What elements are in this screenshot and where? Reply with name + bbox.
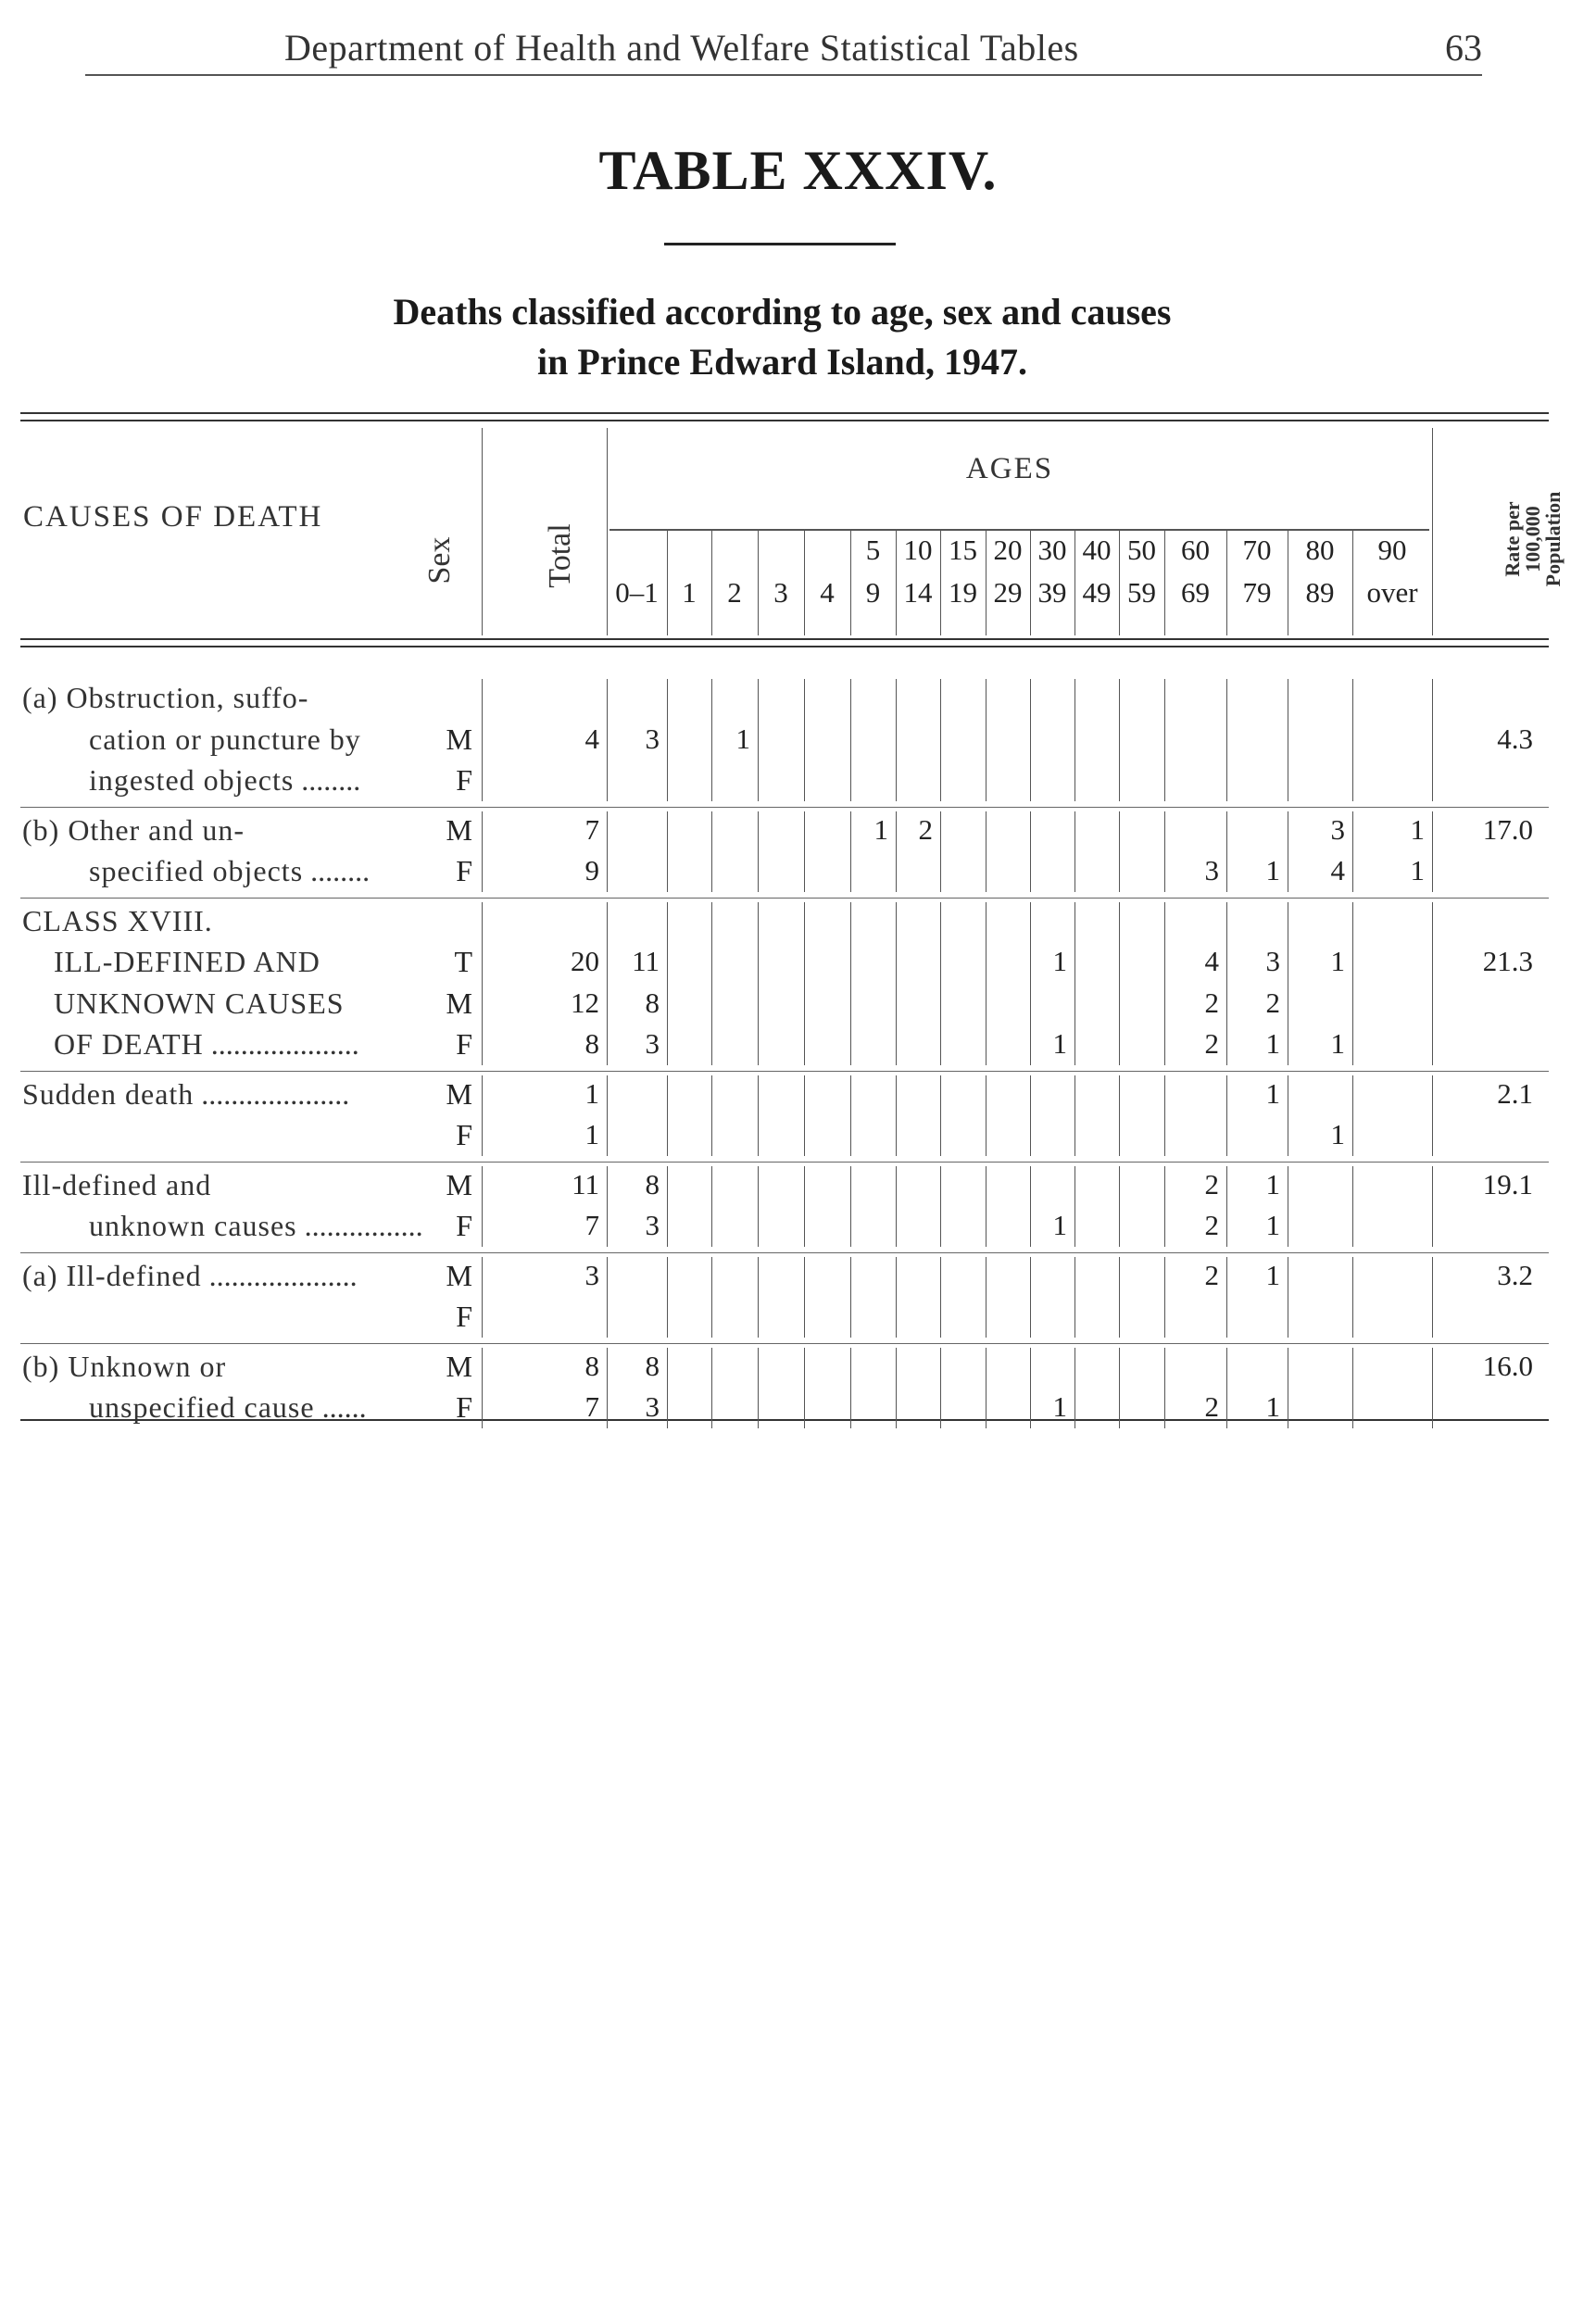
body-column-divider	[711, 1348, 712, 1428]
sex-code: F	[456, 1027, 472, 1061]
body-column-divider	[482, 811, 483, 892]
total-cell: 1	[584, 1076, 599, 1110]
body-column-divider	[1164, 1166, 1165, 1247]
header-column-divider	[482, 428, 483, 635]
cause-label: specified objects ........	[89, 854, 371, 887]
body-column-divider	[804, 902, 805, 1065]
body-column-divider	[850, 1075, 851, 1156]
age-cell: 8	[645, 986, 660, 1019]
leader-dots: ....................	[194, 1076, 350, 1111]
header-rate-line-1: Rate per	[1501, 501, 1524, 577]
body-column-divider	[1030, 1257, 1031, 1338]
body-column-divider	[1226, 1166, 1227, 1247]
total-cell: 20	[571, 945, 599, 977]
body-column-divider	[482, 902, 483, 1065]
rate-cell: 2.1	[1497, 1076, 1533, 1110]
body-column-divider	[804, 679, 805, 801]
table-top-rule	[20, 412, 1549, 421]
header-column-divider	[1119, 530, 1120, 635]
age-cell: 2	[918, 812, 933, 846]
age-group-label-top: 40	[1082, 534, 1112, 566]
body-column-divider	[896, 1166, 897, 1247]
cause-label: Ill-defined and	[22, 1167, 212, 1201]
cause-label: OF DEATH ....................	[54, 1027, 359, 1061]
age-cell: 1	[1052, 945, 1067, 977]
body-column-divider	[1352, 902, 1353, 1065]
body-column-divider	[758, 1348, 759, 1428]
body-column-divider	[607, 902, 608, 1065]
leader-dots: ................	[296, 1209, 423, 1242]
age-cell: 3	[645, 1390, 660, 1423]
age-group-label-bottom: 0–1	[615, 576, 659, 609]
body-column-divider	[940, 1257, 941, 1338]
leader-dots: ....................	[203, 1027, 359, 1061]
age-group-label-bottom: over	[1366, 576, 1418, 609]
age-cell: 2	[1204, 1209, 1219, 1241]
body-column-divider	[1352, 1257, 1353, 1338]
body-column-divider	[667, 1075, 668, 1156]
body-column-divider	[804, 1075, 805, 1156]
age-group-label-bottom: 14	[903, 576, 933, 609]
body-column-divider	[986, 902, 987, 1065]
rate-cell: 3.2	[1497, 1258, 1533, 1291]
age-cell: 1	[1265, 1390, 1280, 1423]
header-column-divider	[1074, 530, 1075, 635]
age-cell: 1	[1265, 1258, 1280, 1291]
body-column-divider	[1164, 1075, 1165, 1156]
body-column-divider	[850, 1348, 851, 1428]
age-cell: 2	[1265, 986, 1280, 1019]
header-column-divider	[607, 428, 608, 635]
table-subtitle	[0, 287, 1565, 387]
age-group-label-bottom: 89	[1305, 576, 1335, 609]
cause-label: (a) Obstruction, suffo-	[22, 681, 309, 714]
body-column-divider	[850, 1257, 851, 1338]
leader-dots: ......	[314, 1390, 367, 1424]
age-group-label-bottom: 59	[1127, 576, 1156, 609]
body-column-divider	[1352, 1348, 1353, 1428]
table-title: TABLE XXXIV.	[598, 140, 998, 201]
body-column-divider	[850, 679, 851, 801]
header-column-divider	[667, 530, 668, 635]
body-column-divider	[1226, 1348, 1227, 1428]
total-cell: 11	[572, 1167, 599, 1200]
body-column-divider	[850, 1166, 851, 1247]
body-column-divider	[607, 1166, 608, 1247]
age-group-label-top: 10	[903, 534, 933, 566]
age-group-label-top: 20	[993, 534, 1023, 566]
total-cell: 3	[584, 1258, 599, 1291]
body-column-divider	[1074, 1166, 1075, 1247]
header-sex: Sex	[422, 536, 457, 584]
age-group-label-top: 50	[1127, 534, 1156, 566]
cause-label: (b) Other and un-	[22, 812, 245, 847]
age-group-label-top: 80	[1305, 534, 1335, 566]
body-column-divider	[1074, 811, 1075, 892]
age-cell: 1	[1330, 945, 1345, 977]
body-column-divider	[850, 902, 851, 1065]
body-column-divider	[1164, 811, 1165, 892]
leader-dots: ........	[303, 854, 371, 887]
age-cell: 8	[645, 1167, 660, 1200]
body-column-divider	[482, 679, 483, 801]
row-group-rule	[20, 807, 1549, 808]
body-column-divider	[1164, 1257, 1165, 1338]
body-column-divider	[1074, 679, 1075, 801]
leader-dots: ........	[294, 763, 361, 797]
age-cell: 1	[1410, 854, 1425, 886]
running-head-title: Department of Health and Welfare Statistical Tables	[284, 27, 1079, 69]
body-column-divider	[711, 902, 712, 1065]
age-cell: 2	[1204, 1258, 1219, 1291]
age-group-label-top: 5	[865, 534, 881, 566]
body-column-divider	[1164, 1348, 1165, 1428]
age-group-label-top: 15	[949, 534, 977, 566]
body-column-divider	[607, 1257, 608, 1338]
body-column-divider	[1432, 902, 1433, 1065]
body-column-divider	[1432, 1348, 1433, 1428]
body-column-divider	[896, 1075, 897, 1156]
age-group-label-bottom: 3	[773, 576, 788, 609]
rate-cell: 19.1	[1482, 1167, 1533, 1200]
body-column-divider	[896, 902, 897, 1065]
age-cell: 4	[1330, 854, 1345, 886]
age-cell: 3	[645, 1027, 660, 1060]
row-group-rule	[20, 898, 1549, 899]
total-cell: 12	[571, 986, 599, 1019]
age-cell: 1	[873, 812, 888, 846]
header-column-divider	[896, 530, 897, 635]
age-cell: 3	[645, 1209, 660, 1241]
age-cell: 3	[1265, 945, 1280, 977]
header-column-divider	[1432, 428, 1433, 635]
body-column-divider	[1432, 1075, 1433, 1156]
table-header-rule	[20, 638, 1549, 647]
total-cell: 1	[584, 1118, 599, 1150]
age-cell: 1	[1410, 812, 1425, 846]
age-group-label-bottom: 69	[1181, 576, 1210, 609]
cause-label: UNKNOWN CAUSES	[54, 986, 345, 1020]
body-column-divider	[607, 1348, 608, 1428]
age-cell: 1	[1052, 1209, 1067, 1241]
cause-label: ingested objects ........	[89, 763, 361, 797]
body-column-divider	[482, 1257, 483, 1338]
body-column-divider	[1226, 902, 1227, 1065]
age-cell: 1	[1265, 1209, 1280, 1241]
age-group-label-bottom: 4	[820, 576, 835, 609]
sex-code: F	[456, 1390, 472, 1424]
body-column-divider	[940, 1075, 941, 1156]
age-group-label-bottom: 2	[727, 576, 742, 609]
header-column-divider	[758, 530, 759, 635]
cause-label: CLASS XVIII.	[22, 903, 213, 937]
body-column-divider	[667, 1166, 668, 1247]
header-column-divider	[940, 530, 941, 635]
row-group-rule	[20, 1071, 1549, 1072]
body-column-divider	[607, 679, 608, 801]
body-column-divider	[1352, 1166, 1353, 1247]
body-column-divider	[607, 1075, 608, 1156]
age-group-label-bottom: 79	[1242, 576, 1272, 609]
body-column-divider	[1226, 1257, 1227, 1338]
sex-code: M	[446, 1076, 472, 1111]
body-column-divider	[1030, 1166, 1031, 1247]
body-column-divider	[986, 811, 987, 892]
sex-code: F	[456, 1300, 472, 1333]
age-cell: 1	[1265, 854, 1280, 886]
body-column-divider	[667, 1257, 668, 1338]
sex-code: F	[456, 1118, 472, 1151]
body-column-divider	[711, 679, 712, 801]
subtitle-line-1: Deaths classified according to age, sex and causes	[393, 291, 1172, 333]
total-cell: 8	[584, 1027, 599, 1060]
body-column-divider	[896, 1348, 897, 1428]
age-cell: 1	[735, 722, 750, 755]
header-rate-line-2: 100,000	[1521, 506, 1544, 572]
body-column-divider	[986, 1166, 987, 1247]
subtitle-line-2: in Prince Edward Island, 1947.	[537, 341, 1027, 383]
age-group-label-bottom: 1	[682, 576, 697, 609]
row-group-rule	[20, 1162, 1549, 1163]
age-group-label-top: 90	[1377, 534, 1407, 566]
sex-code: M	[446, 722, 472, 756]
age-cell: 4	[1204, 945, 1219, 977]
body-column-divider	[1352, 679, 1353, 801]
age-cell: 1	[1330, 1027, 1345, 1060]
body-column-divider	[986, 1257, 987, 1338]
header-column-divider	[804, 530, 805, 635]
running-head	[85, 20, 1482, 76]
body-column-divider	[1432, 1257, 1433, 1338]
body-column-divider	[711, 811, 712, 892]
row-group-rule	[20, 1343, 1549, 1344]
cause-label: (b) Unknown or	[22, 1349, 227, 1383]
body-column-divider	[667, 811, 668, 892]
body-column-divider	[1432, 679, 1433, 801]
body-column-divider	[1164, 902, 1165, 1065]
body-column-divider	[804, 811, 805, 892]
body-column-divider	[986, 1348, 987, 1428]
cause-label: (a) Ill-defined ....................	[22, 1258, 358, 1292]
title-rule	[664, 243, 896, 245]
age-cell: 2	[1204, 1027, 1219, 1060]
age-group-label-bottom: 19	[949, 576, 977, 609]
total-cell: 8	[584, 1349, 599, 1382]
header-column-divider	[986, 530, 987, 635]
body-column-divider	[940, 1348, 941, 1428]
body-column-divider	[804, 1166, 805, 1247]
rate-cell: 4.3	[1497, 722, 1533, 755]
body-column-divider	[1030, 902, 1031, 1065]
body-column-divider	[667, 1348, 668, 1428]
body-column-divider	[1226, 679, 1227, 801]
header-column-divider	[1164, 530, 1165, 635]
body-column-divider	[986, 1075, 987, 1156]
body-column-divider	[482, 1075, 483, 1156]
age-group-label-bottom: 49	[1082, 576, 1112, 609]
age-group-label-top: 30	[1037, 534, 1067, 566]
age-cell: 2	[1204, 1390, 1219, 1423]
body-column-divider	[940, 902, 941, 1065]
header-column-divider	[1226, 530, 1227, 635]
header-column-divider	[711, 530, 712, 635]
body-column-divider	[1226, 811, 1227, 892]
sex-code: M	[446, 812, 472, 847]
body-column-divider	[1119, 1166, 1120, 1247]
cause-label: unknown causes ................	[89, 1209, 423, 1242]
body-column-divider	[482, 1348, 483, 1428]
age-group-label-bottom: 9	[865, 576, 881, 609]
sex-code: F	[456, 854, 472, 887]
row-group-rule	[20, 1252, 1549, 1253]
header-rate-line-3: Population	[1541, 491, 1565, 587]
age-cell: 8	[645, 1349, 660, 1382]
body-column-divider	[1432, 1166, 1433, 1247]
body-column-divider	[1119, 1348, 1120, 1428]
body-column-divider	[758, 811, 759, 892]
total-cell: 9	[584, 854, 599, 886]
body-column-divider	[1074, 1257, 1075, 1338]
header-ages: AGES	[965, 452, 1054, 485]
body-column-divider	[607, 811, 608, 892]
total-cell: 4	[584, 722, 599, 755]
body-column-divider	[1030, 1075, 1031, 1156]
body-column-divider	[1226, 1075, 1227, 1156]
body-column-divider	[896, 1257, 897, 1338]
body-column-divider	[758, 902, 759, 1065]
body-column-divider	[1119, 811, 1120, 892]
header-column-divider	[1352, 530, 1353, 635]
body-column-divider	[482, 1166, 483, 1247]
body-column-divider	[711, 1166, 712, 1247]
body-column-divider	[1119, 1075, 1120, 1156]
age-cell: 2	[1204, 986, 1219, 1019]
age-cell: 3	[1204, 854, 1219, 886]
body-column-divider	[1030, 679, 1031, 801]
age-group-label-bottom: 39	[1037, 576, 1067, 609]
body-column-divider	[850, 811, 851, 892]
age-group-label-top: 70	[1242, 534, 1272, 566]
body-column-divider	[1119, 1257, 1120, 1338]
body-column-divider	[1432, 811, 1433, 892]
sex-code: F	[456, 763, 472, 797]
total-cell: 7	[584, 812, 599, 846]
header-rule	[85, 74, 1482, 76]
cause-label: unspecified cause ......	[89, 1390, 367, 1424]
body-column-divider	[804, 1257, 805, 1338]
body-column-divider	[1074, 1075, 1075, 1156]
sex-code: M	[446, 986, 472, 1020]
header-rate-per-population	[1502, 492, 1564, 587]
age-group-label-bottom: 29	[993, 576, 1023, 609]
rate-cell: 17.0	[1482, 812, 1533, 846]
body-column-divider	[711, 1257, 712, 1338]
body-column-divider	[1074, 902, 1075, 1065]
age-cell: 1	[1265, 1027, 1280, 1060]
body-column-divider	[1164, 679, 1165, 801]
total-cell: 7	[584, 1390, 599, 1423]
cause-label: ILL-DEFINED AND	[54, 945, 320, 978]
sex-code: T	[454, 945, 472, 978]
age-cell: 11	[632, 945, 660, 977]
body-column-divider	[667, 902, 668, 1065]
body-column-divider	[804, 1348, 805, 1428]
body-column-divider	[758, 679, 759, 801]
total-cell: 7	[584, 1209, 599, 1241]
body-column-divider	[940, 679, 941, 801]
header-total: Total	[543, 523, 577, 588]
body-column-divider	[1030, 1348, 1031, 1428]
age-cell: 3	[645, 722, 660, 755]
header-causes-of-death: CAUSES OF DEATH	[23, 500, 323, 534]
cause-label: cation or puncture by	[89, 722, 361, 756]
header-column-divider	[850, 530, 851, 635]
rate-cell: 16.0	[1482, 1349, 1533, 1382]
body-column-divider	[1030, 811, 1031, 892]
header-column-divider	[1030, 530, 1031, 635]
body-column-divider	[1352, 811, 1353, 892]
body-column-divider	[667, 679, 668, 801]
age-cell: 1	[1052, 1027, 1067, 1060]
age-cell: 1	[1265, 1167, 1280, 1200]
body-column-divider	[1074, 1348, 1075, 1428]
body-column-divider	[986, 679, 987, 801]
body-column-divider	[711, 1075, 712, 1156]
body-column-divider	[940, 1166, 941, 1247]
body-column-divider	[1119, 679, 1120, 801]
body-column-divider	[758, 1075, 759, 1156]
sex-code: F	[456, 1209, 472, 1242]
body-column-divider	[896, 811, 897, 892]
cause-label: Sudden death ....................	[22, 1076, 350, 1111]
body-column-divider	[1119, 902, 1120, 1065]
body-column-divider	[1352, 1075, 1353, 1156]
age-cell: 1	[1265, 1076, 1280, 1110]
age-cell: 3	[1330, 812, 1345, 846]
ages-rule	[609, 529, 1429, 531]
age-cell: 1	[1330, 1118, 1345, 1150]
body-column-divider	[758, 1257, 759, 1338]
leader-dots: ....................	[201, 1258, 358, 1292]
rate-cell: 21.3	[1482, 945, 1533, 977]
page-number: 63	[1445, 27, 1482, 69]
sex-code: M	[446, 1167, 472, 1201]
age-cell: 2	[1204, 1167, 1219, 1200]
age-group-label-top: 60	[1181, 534, 1210, 566]
age-cell: 1	[1052, 1390, 1067, 1423]
sex-code: M	[446, 1349, 472, 1383]
body-column-divider	[940, 811, 941, 892]
sex-code: M	[446, 1258, 472, 1292]
body-column-divider	[758, 1166, 759, 1247]
body-column-divider	[896, 679, 897, 801]
